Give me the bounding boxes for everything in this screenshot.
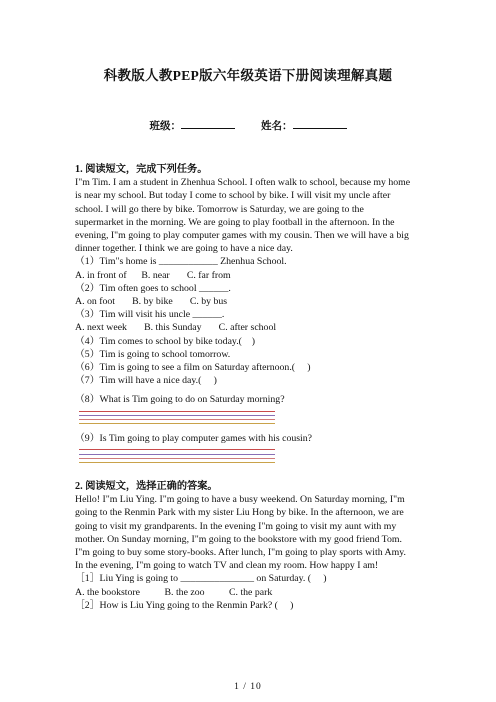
section-2-heading: 2. 阅读短文，选择正确的答案。 xyxy=(75,480,218,492)
question-6: （6）Tim is going to see a film on Saturday afternoon.( ) xyxy=(75,362,311,374)
question-4: （4）Tim comes to school by bike today.( ) xyxy=(75,335,255,347)
question-2-2: ［2］How is Liu Ying going to the Renmin Park? ( ) xyxy=(75,599,294,611)
section-1-passage xyxy=(75,176,430,255)
passage-line: Hello! I"m Liu Ying. I"m going to have a busy weekend. On Saturday morning, I"m xyxy=(75,494,405,506)
class-blank[interactable] xyxy=(181,119,235,129)
name-label: 姓名： xyxy=(261,121,293,132)
question-8: （8）What is Tim going to do on Saturday morning? xyxy=(75,394,285,406)
question-5: （5）Tim is going to school tomorrow. xyxy=(75,348,231,360)
question-2-1: ［1］Liu Ying is going to _______________ on Saturday. ( ) xyxy=(75,573,327,585)
passage-line: I"m going to buy some story-books. After lunch, I"m going to play sports with Amy. xyxy=(75,547,406,558)
passage-line: evening, I"m going to play computer games with my cousin. Then we will have a big xyxy=(75,230,409,242)
passage-line: school. I will go there by bike. Tomorrow is Saturday, we are going to the xyxy=(75,203,364,215)
question-3-options: A. next week B. this Sunday C. after school xyxy=(75,322,277,334)
page-title: 科教版人教PEP版六年级英语下册阅读理解真题 xyxy=(103,68,393,83)
passage-line: going to the Renmin Park with my sister Liu Hong by bike. In the afternoon, we are xyxy=(75,507,404,519)
student-info-line xyxy=(0,118,496,133)
question-3: （3）Tim will visit his uncle ______. xyxy=(75,309,225,321)
section-1-heading: 1. 阅读短文，完成下列任务。 xyxy=(75,164,208,175)
question-7: （7）Tim will have a nice day.( ) xyxy=(75,375,217,387)
name-blank[interactable] xyxy=(293,119,347,129)
passage-line: In the evening, I"m going to watch TV and clean my room. How happy I am! xyxy=(75,560,379,572)
question-2-options: A. on foot B. by bike C. by bus xyxy=(75,296,228,308)
answer-lines-q8[interactable] xyxy=(79,411,275,425)
question-9: （9）Is Tim going to play computer games with his cousin? xyxy=(75,433,313,445)
passage-line: going to visit my grandparents. In the evening I"m going to visit my aunt with my xyxy=(75,520,397,532)
passage-line: dinner together. I think we are going to have a nice day. xyxy=(75,243,293,255)
class-label: 班级： xyxy=(149,121,181,132)
passage-line: is near my school. But today I come to school by bike. I will visit my uncle after xyxy=(75,190,391,202)
passage-line: I"m Tim. I am a student in Zhenhua School. I often walk to school, because my home xyxy=(75,177,411,189)
page-number: 1 / 10 xyxy=(234,682,262,692)
content-area xyxy=(75,163,430,612)
passage-line: supermarket in the morning. We are going to play football in the afternoon. In the xyxy=(75,216,395,228)
passage-line: mother. On Sunday morning, I"m going to the bookstore with my good friend Tom. xyxy=(75,533,402,545)
answer-lines-q9[interactable] xyxy=(79,449,275,463)
question-2-1-options: A. the bookstore B. the zoo C. the park xyxy=(75,586,273,598)
question-1: （1）Tim"s home is ____________ Zhenhua School. xyxy=(75,256,287,268)
question-2: （2）Tim often goes to school ______. xyxy=(75,282,231,294)
section-2-passage xyxy=(75,493,430,572)
question-1-options: A. in front of B. near C. far from xyxy=(75,269,231,281)
